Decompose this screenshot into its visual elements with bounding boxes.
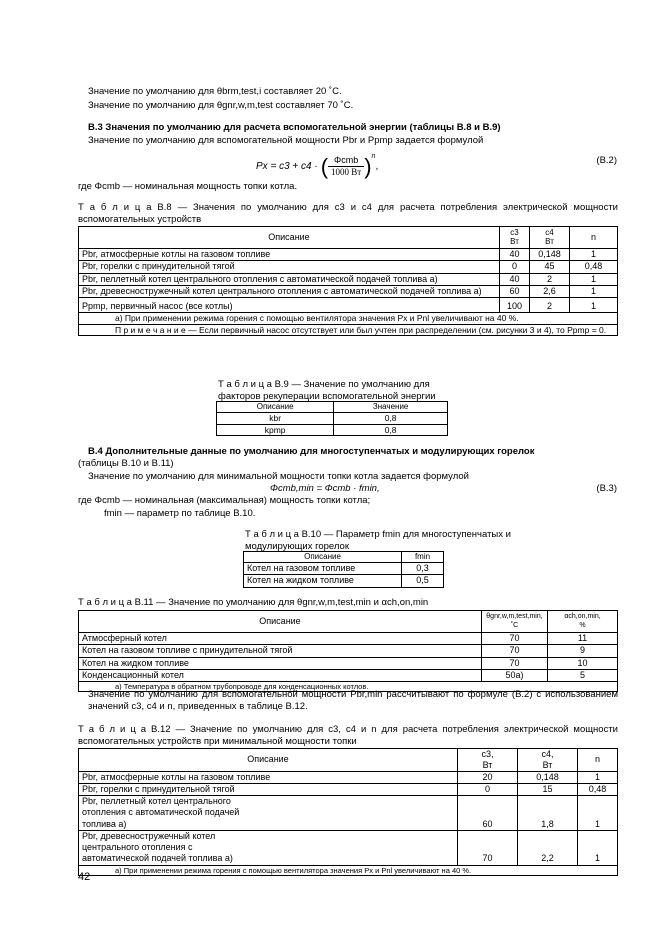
table-row: [79, 633, 618, 645]
table-cell: Котел на жидком топливе: [79, 657, 482, 669]
table-caption-b9: Т а б л и ц а В.9 — Значение по умолчанию для факторов рекуперации вспомогательной энергии: [218, 379, 436, 402]
table-cell: 0,3: [402, 563, 444, 575]
table-cell: 11: [548, 633, 618, 645]
text-paragraph: Значение по умолчанию для вспомогательной мощности Pbr,min рассчитывают по формуле (В.2) с использованием значений c3, c4 и n, приведенных в таблице В.12.: [88, 689, 618, 712]
table-cell: Ppmp, первичный насос (все котлы): [79, 298, 500, 313]
table-header: αch,on,min, %: [548, 611, 618, 633]
table-row: [244, 563, 444, 575]
table-cell: 10: [548, 657, 618, 669]
formula-denominator: 1000 Вт: [331, 167, 362, 178]
table-cell: 0,148: [518, 771, 578, 783]
formula-b2: Px = c3 + c4 · ( Φcmb 1000 Вт ) $^n$ ,: [256, 153, 379, 179]
table-header: n: [570, 227, 618, 249]
table-cell: Конденсационный котел: [79, 669, 482, 681]
text-line: где Φcmb — номинальная (максимальная) мощность топки котла;: [78, 495, 371, 506]
table-header: Значение: [334, 402, 448, 413]
table-row: [217, 424, 448, 436]
table-header: Описание: [217, 402, 334, 413]
table-cell: Котел на газовом топливе с принудительной тягой: [79, 645, 482, 657]
table-row: [244, 575, 444, 587]
table-row: [79, 273, 618, 285]
table-header: c4, Вт: [518, 749, 578, 772]
table-row: [79, 830, 618, 865]
section-title-b4: В.4 Дополнительные данные по умолчанию для многоступенчатых и модулирующих горелок: [88, 446, 535, 457]
table-footnote: а) При применении режима горения с помощью вентилятора значения Px и Pnl увеличивают на 40 %.: [79, 865, 618, 875]
table-cell: 2,6: [530, 285, 570, 297]
table-cell: 1: [570, 249, 618, 261]
table-b10: [243, 551, 444, 588]
text-line: (таблицы В.10 и В.11): [78, 458, 174, 469]
text-line: fmin — параметр по таблице В.10.: [104, 508, 256, 519]
table-footnote: а) Температура в обратном трубопроводе для конденсационных котлов.: [79, 682, 618, 692]
text-line: Значение по умолчанию для вспомогательной мощности Pbr и Ppmp задается формулой: [88, 135, 484, 146]
table-cell: Pbr, пеллетный котел центрального отопления с автоматической подачей топлива а): [79, 273, 500, 285]
table-b9: [216, 401, 448, 436]
formula-b3: Φcmb,min = Φcmb · fmin,: [270, 483, 380, 494]
table-cell: 0: [458, 783, 518, 795]
table-cell: 1,8: [518, 796, 578, 831]
table-header: c4 Вт: [530, 227, 570, 249]
table-cell: Pbr, пеллетный котел центрального отопления с автоматической подачей топлива а): [79, 796, 458, 831]
text-line: где Φcmb — номинальная мощность топки котла.: [78, 181, 298, 192]
table-cell: Котел на жидком топливе: [244, 575, 402, 587]
formula-exponent: n: [371, 153, 376, 160]
table-cell: kbr: [217, 413, 334, 425]
table-cell: Атмосферный котел: [79, 633, 482, 645]
table-cell: Pbr, горелки с принудительной тягой: [79, 783, 458, 795]
table-caption-b12: Т а б л и ц а В.12 — Значение по умолчанию для c3, c4 и n для расчета потребления электрической мощности вспомогательных устройств при минимальной мощности топки: [78, 724, 618, 747]
table-row: [79, 783, 618, 795]
table-cell: 60: [458, 796, 518, 831]
table-cell: 5: [548, 669, 618, 681]
formula-numerator: Φcmb: [328, 155, 364, 167]
table-row: [79, 796, 618, 831]
text-line: Значение по умолчанию для θbrm,test,i составляет 20 ˚С.: [88, 86, 342, 97]
table-cell: 1: [578, 830, 618, 865]
text-line: Значение по умолчанию для θgnr,w,m,test составляет 70 ˚С.: [88, 100, 354, 111]
table-cell: 70: [482, 633, 548, 645]
table-cell: 40: [500, 249, 530, 261]
formula-label: (В.3): [596, 483, 617, 494]
table-cell: 70: [482, 657, 548, 669]
table-cell: 2: [530, 298, 570, 313]
table-header: θgnr,w,m,test,min, ˚С: [482, 611, 548, 633]
table-cell: 9: [548, 645, 618, 657]
table-cell: Pbr, древесностружечный котел центрального отопления с автоматической подачей топлива а): [79, 285, 500, 297]
table-cell: Pbr, атмосферные котлы на газовом топливе: [79, 771, 458, 783]
table-row: [79, 657, 618, 669]
formula-left: Px = c3 + c4 ·: [256, 160, 318, 172]
table-footnote: а) При применении режима горения с помощью вентилятора значения Px и Pnl увеличивают на 40 %.: [79, 313, 618, 325]
table-cell: Pbr, атмосферные котлы на газовом топливе: [79, 249, 500, 261]
table-cell: 15: [518, 783, 578, 795]
table-header: fmin: [402, 552, 444, 563]
table-header: c3 Вт: [500, 227, 530, 249]
table-cell: 1: [570, 298, 618, 313]
table-cell: Котел на газовом топливе: [244, 563, 402, 575]
table-header: c3, Вт: [458, 749, 518, 772]
table-cell: 2: [530, 273, 570, 285]
table-row: [79, 645, 618, 657]
table-header: Описание: [79, 611, 482, 633]
table-b11: [78, 610, 618, 692]
table-cell: 0,48: [578, 783, 618, 795]
table-b12: [78, 748, 618, 876]
table-row: [79, 771, 618, 783]
table-cell: 1: [578, 771, 618, 783]
page-number: 42: [78, 871, 91, 883]
table-cell: 0,8: [334, 413, 448, 425]
table-b8: [78, 226, 618, 336]
table-cell: Pbr, древесностружечный котел центрального отопления с автоматической подачей топлива а): [79, 830, 458, 865]
table-row: [79, 285, 618, 297]
table-cell: 0,8: [334, 424, 448, 436]
table-row: [79, 249, 618, 261]
table-cell: 0: [500, 261, 530, 273]
section-title-b3: В.3 Значения по умолчанию для расчета вспомогательной энергии (таблицы В.8 и В.9): [88, 122, 501, 133]
table-cell: 20: [458, 771, 518, 783]
table-row: [217, 413, 448, 425]
table-cell: Pbr, горелки с принудительной тягой: [79, 261, 500, 273]
table-cell: 70: [482, 645, 548, 657]
table-cell: 0,48: [570, 261, 618, 273]
table-cell: 70: [458, 830, 518, 865]
table-caption-b8: Т а б л и ц а В.8 — Значения по умолчанию для c3 и c4 для расчета потребления электрической мощности вспомогательных устройств: [78, 202, 618, 225]
table-row: [79, 669, 618, 681]
table-cell: kpmp: [217, 424, 334, 436]
table-cell: 40: [500, 273, 530, 285]
table-cell: 60: [500, 285, 530, 297]
table-note: П р и м е ч а н и е — Если первичный насос отсутствует или был учтен при распределении (см. рисунки 3 и 4), то Ppmp = 0.: [79, 324, 618, 336]
table-cell: 0,5: [402, 575, 444, 587]
text-line: Значение по умолчанию для минимальной мощности топки котла задается формулой: [88, 471, 469, 482]
formula-label: (В.2): [596, 155, 617, 166]
table-cell: 1: [578, 796, 618, 831]
table-cell: 1: [570, 273, 618, 285]
table-header: Описание: [79, 749, 458, 772]
table-cell: 2,2: [518, 830, 578, 865]
table-cell: 1: [570, 285, 618, 297]
table-header: Описание: [79, 227, 500, 249]
table-row: [79, 261, 618, 273]
table-cell: 100: [500, 298, 530, 313]
table-caption-b10: Т а б л и ц а В.10 — Параметр fmin для многоступенчатых и модулирующих горелок: [245, 529, 511, 552]
table-caption-b11: Т а б л и ц а В.11 — Значение по умолчанию для θgnr,w,m,test,min и αch,on,min: [78, 597, 429, 608]
table-cell: 45: [530, 261, 570, 273]
table-cell: 50а): [482, 669, 548, 681]
table-row: [79, 298, 618, 313]
table-cell: 0,148: [530, 249, 570, 261]
table-header: n: [578, 749, 618, 772]
table-header: Описание: [244, 552, 402, 563]
